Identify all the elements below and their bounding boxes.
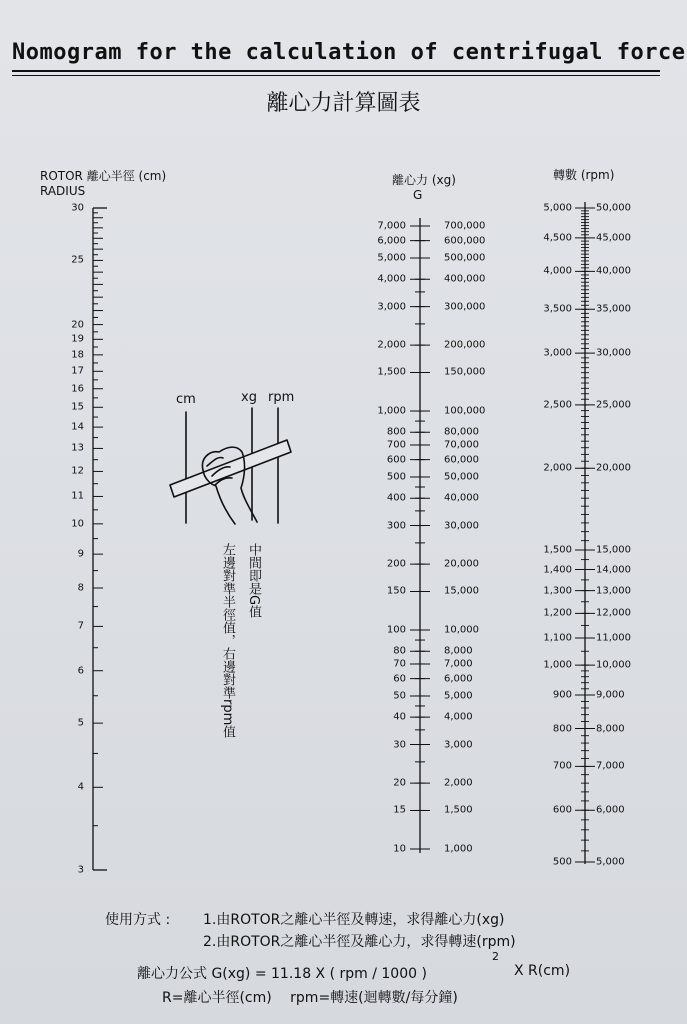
g-tick-label-right: 500,000 xyxy=(444,252,486,264)
g-tick-label-left: 400 xyxy=(386,492,406,504)
g-tick-label-right: 4,000 xyxy=(444,711,473,723)
g-tick-label-left: 40 xyxy=(393,711,406,723)
rpm-tick-label-left: 1,300 xyxy=(543,585,572,597)
g-tick-label-left: 600 xyxy=(386,454,406,466)
g-axis-subheader: G xyxy=(413,188,423,202)
g-tick-label-right: 60,000 xyxy=(444,454,479,466)
rpm-tick-label-left: 2,500 xyxy=(543,399,572,411)
g-tick-label-left: 80 xyxy=(393,645,406,657)
g-tick-label-right: 7,000 xyxy=(444,658,473,670)
radius-tick-label: 30 xyxy=(71,202,84,214)
rpm-tick-label-left: 1,000 xyxy=(543,659,572,671)
g-tick-label-right: 600,000 xyxy=(444,235,486,247)
rpm-tick-label-right: 35,000 xyxy=(596,303,631,315)
rpm-tick-label-left: 1,100 xyxy=(543,632,572,644)
radius-tick-label: 13 xyxy=(71,442,84,454)
radius-tick-label: 10 xyxy=(71,518,84,530)
rpm-tick-label-right: 13,000 xyxy=(596,585,631,597)
rpm-axis-header: 轉數 (rpm) xyxy=(553,168,615,182)
g-tick-label-right: 2,000 xyxy=(444,777,473,789)
rpm-tick-label-left: 1,500 xyxy=(543,544,572,556)
instructions-label: 使用方式 : xyxy=(105,912,171,928)
rpm-tick-label-left: 500 xyxy=(552,856,572,868)
rpm-tick-label-left: 1,400 xyxy=(543,564,572,576)
g-tick-label-right: 30,000 xyxy=(444,520,479,532)
rpm-tick-label-right: 7,000 xyxy=(596,760,625,772)
g-tick-label-right: 15,000 xyxy=(444,585,479,597)
rpm-tick-label-right: 10,000 xyxy=(596,659,631,671)
g-tick-label-right: 8,000 xyxy=(444,645,473,657)
formula-suffix: X R(cm) xyxy=(514,963,571,979)
g-tick-label-left: 800 xyxy=(386,426,406,438)
g-tick-label-left: 100 xyxy=(386,624,406,636)
radius-tick-label: 17 xyxy=(71,365,84,377)
g-tick-label-left: 30 xyxy=(393,739,406,751)
g-tick-label-right: 400,000 xyxy=(444,273,486,285)
g-tick-label-left: 150 xyxy=(386,585,406,597)
g-tick-label-left: 10 xyxy=(393,843,406,855)
g-tick-label-left: 20 xyxy=(393,777,406,789)
radius-tick-label: 20 xyxy=(71,319,84,331)
radius-axis-header: ROTOR 離心半徑 (cm) xyxy=(40,169,167,183)
rpm-tick-label-left: 600 xyxy=(552,804,572,816)
g-tick-label-left: 300 xyxy=(386,520,406,532)
rpm-tick-label-left: 2,000 xyxy=(543,462,572,474)
rpm-tick-label-right: 14,000 xyxy=(596,564,631,576)
g-tick-label-left: 60 xyxy=(393,673,406,685)
g-tick-label-right: 700,000 xyxy=(444,220,486,232)
g-tick-label-left: 3,000 xyxy=(377,301,406,313)
rpm-tick-label-left: 4,000 xyxy=(543,265,572,277)
g-axis-header: 離心力 (xg) xyxy=(392,173,456,187)
g-tick-label-right: 300,000 xyxy=(444,301,486,313)
g-tick-label-left: 200 xyxy=(386,558,406,570)
radius-axis-subheader: RADIUS xyxy=(40,184,86,198)
radius-tick-label: 25 xyxy=(71,254,84,266)
g-tick-label-right: 70,000 xyxy=(444,439,479,451)
radius-tick-label: 11 xyxy=(71,490,84,502)
radius-tick-label: 7 xyxy=(77,620,84,632)
instructions-step-2: 2.由ROTOR之離心半徑及離心力，求得轉速(rpm) xyxy=(203,934,516,950)
g-tick-label-right: 150,000 xyxy=(444,366,486,378)
radius-tick-label: 12 xyxy=(71,465,84,477)
rpm-tick-label-left: 700 xyxy=(552,760,572,772)
rpm-tick-label-right: 6,000 xyxy=(596,804,625,816)
rpm-tick-label-right: 45,000 xyxy=(596,232,631,244)
g-tick-label-right: 40,000 xyxy=(444,492,479,504)
g-tick-label-right: 6,000 xyxy=(444,673,473,685)
rpm-tick-label-right: 40,000 xyxy=(596,265,631,277)
g-tick-label-left: 500 xyxy=(386,471,406,483)
g-tick-label-left: 70 xyxy=(393,658,406,670)
rpm-tick-label-left: 5,000 xyxy=(543,202,572,214)
rpm-tick-label-right: 20,000 xyxy=(596,462,631,474)
g-tick-label-left: 2,000 xyxy=(377,339,406,351)
formula-legend: R=離心半徑(cm) rpm=轉速(迴轉數/每分鐘) xyxy=(162,990,458,1006)
illustration-label-rpm: rpm xyxy=(268,390,295,405)
radius-tick-label: 8 xyxy=(77,582,84,594)
radius-tick-label: 3 xyxy=(77,864,84,876)
page-subtitle: 離心力計算圖表 xyxy=(266,91,421,116)
radius-tick-label: 6 xyxy=(77,665,84,677)
g-tick-label-left: 7,000 xyxy=(377,220,406,232)
g-tick-label-right: 50,000 xyxy=(444,471,479,483)
rpm-tick-label-right: 50,000 xyxy=(596,202,631,214)
g-tick-label-left: 1,500 xyxy=(377,366,406,378)
g-tick-label-left: 4,000 xyxy=(377,273,406,285)
rpm-tick-label-left: 900 xyxy=(552,689,572,701)
g-tick-label-left: 1,000 xyxy=(377,405,406,417)
illustration-caption-left: 左邊對準半徑值，右邊對準rpm值 xyxy=(220,543,235,739)
rpm-tick-label-left: 3,500 xyxy=(543,303,572,315)
rpm-tick-label-right: 8,000 xyxy=(596,723,625,734)
rpm-tick-label-right: 25,000 xyxy=(596,399,631,411)
g-tick-label-left: 5,000 xyxy=(377,252,406,264)
radius-tick-label: 14 xyxy=(71,421,84,433)
rpm-tick-label-right: 15,000 xyxy=(596,544,631,556)
rpm-tick-label-right: 9,000 xyxy=(596,689,625,701)
rpm-tick-label-right: 11,000 xyxy=(596,632,631,644)
radius-tick-label: 18 xyxy=(71,349,84,361)
radius-tick-label: 19 xyxy=(71,333,84,345)
illustration-label-cm: cm xyxy=(176,392,196,407)
g-tick-label-right: 1,000 xyxy=(444,843,473,855)
g-tick-label-left: 50 xyxy=(393,690,406,702)
formula-text: 離心力公式 G(xg) = 11.18 X ( rpm / 1000 ) xyxy=(137,966,427,982)
rpm-tick-label-left: 1,200 xyxy=(543,607,572,619)
g-tick-label-right: 100,000 xyxy=(444,405,486,417)
g-tick-label-right: 3,000 xyxy=(444,739,473,751)
g-tick-label-left: 700 xyxy=(386,439,406,451)
radius-tick-label: 15 xyxy=(71,401,84,413)
rpm-tick-label-right: 5,000 xyxy=(596,856,625,868)
g-tick-label-right: 10,000 xyxy=(444,624,479,636)
g-tick-label-left: 15 xyxy=(393,804,406,816)
illustration-label-xg: xg xyxy=(241,390,257,405)
rpm-tick-label-left: 800 xyxy=(552,723,572,734)
illustration-caption-right: 中間即是G值 xyxy=(246,543,261,619)
g-tick-label-right: 20,000 xyxy=(444,558,479,570)
formula-exponent: 2 xyxy=(492,950,499,963)
radius-tick-label: 9 xyxy=(77,548,84,560)
rpm-tick-label-right: 30,000 xyxy=(596,347,631,359)
g-tick-label-left: 6,000 xyxy=(377,235,406,247)
g-tick-label-right: 5,000 xyxy=(444,690,473,702)
radius-tick-label: 4 xyxy=(77,781,84,793)
rpm-tick-label-right: 12,000 xyxy=(596,607,631,619)
instructions-step-1: 1.由ROTOR之離心半徑及轉速，求得離心力(xg) xyxy=(203,912,505,928)
g-tick-label-right: 200,000 xyxy=(444,339,486,351)
hand-illustration xyxy=(170,408,291,524)
page-title: Nomogram for the calculation of centrifugal force xyxy=(12,40,686,65)
rpm-tick-label-left: 3,000 xyxy=(543,347,572,359)
g-tick-label-right: 80,000 xyxy=(444,426,479,438)
radius-tick-label: 16 xyxy=(71,383,84,395)
g-tick-label-right: 1,500 xyxy=(444,804,473,816)
radius-tick-label: 5 xyxy=(77,717,84,729)
rpm-tick-label-left: 4,500 xyxy=(543,232,572,244)
